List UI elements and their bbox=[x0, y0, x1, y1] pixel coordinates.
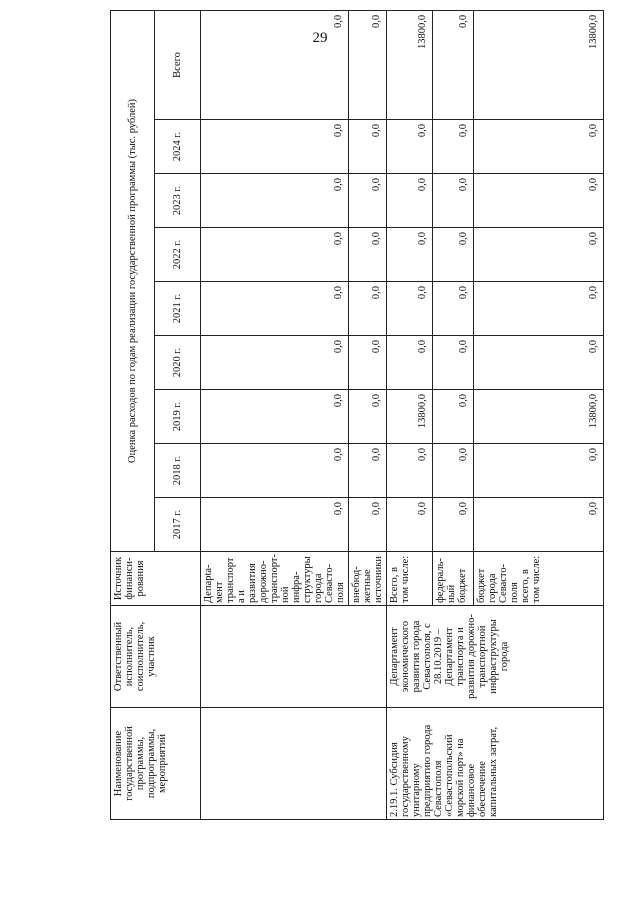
total-cell: 13800,0 bbox=[474, 10, 604, 119]
executor-cell-empty bbox=[201, 606, 387, 708]
value-cell: 0,0 bbox=[433, 228, 474, 282]
header-expenses-group: Оценка расходов по годам реализации государственной программы (тыс. рублей) bbox=[111, 10, 155, 551]
value-cell: 13800,0 bbox=[474, 390, 604, 444]
source-cell: бюджет города Севасто-поля всего, в том числе: bbox=[474, 552, 604, 606]
value-cell: 0,0 bbox=[201, 336, 349, 390]
value-cell: 0,0 bbox=[349, 444, 387, 498]
value-cell: 0,0 bbox=[474, 444, 604, 498]
value-cell: 0,0 bbox=[201, 282, 349, 336]
header-year: 2024 г. bbox=[155, 120, 201, 174]
header-name: Наименование государственной программы, подпрограммы, мероприятий bbox=[111, 708, 201, 820]
value-cell: 0,0 bbox=[474, 120, 604, 174]
value-cell: 0,0 bbox=[387, 174, 433, 228]
value-cell: 0,0 bbox=[349, 228, 387, 282]
value-cell: 0,0 bbox=[433, 390, 474, 444]
value-cell: 0,0 bbox=[349, 120, 387, 174]
value-cell: 0,0 bbox=[474, 336, 604, 390]
source-cell: внебюд-жетные источники bbox=[349, 552, 387, 606]
value-cell: 0,0 bbox=[349, 498, 387, 552]
header-row-1 bbox=[111, 10, 155, 819]
header-year: 2017 г. bbox=[155, 498, 201, 552]
value-cell: 0,0 bbox=[387, 336, 433, 390]
value-cell: 0,0 bbox=[387, 120, 433, 174]
total-cell: 0,0 bbox=[433, 10, 474, 119]
header-total: Всего bbox=[155, 10, 201, 119]
value-cell: 0,0 bbox=[474, 282, 604, 336]
value-cell: 0,0 bbox=[387, 228, 433, 282]
value-cell: 0,0 bbox=[433, 282, 474, 336]
value-cell: 0,0 bbox=[474, 174, 604, 228]
budget-table bbox=[110, 10, 604, 820]
value-cell: 0,0 bbox=[387, 444, 433, 498]
total-cell: 0,0 bbox=[201, 10, 349, 119]
value-cell: 0,0 bbox=[201, 444, 349, 498]
header-year: 2020 г. bbox=[155, 336, 201, 390]
value-cell: 0,0 bbox=[474, 498, 604, 552]
header-year: 2018 г. bbox=[155, 444, 201, 498]
total-cell: 0,0 bbox=[349, 10, 387, 119]
value-cell: 13800,0 bbox=[387, 390, 433, 444]
value-cell: 0,0 bbox=[387, 498, 433, 552]
header-year: 2023 г. bbox=[155, 174, 201, 228]
value-cell: 0,0 bbox=[433, 120, 474, 174]
value-cell: 0,0 bbox=[474, 228, 604, 282]
value-cell: 0,0 bbox=[201, 390, 349, 444]
source-cell: Всего, в том числе: bbox=[387, 552, 433, 606]
name-cell-empty bbox=[201, 708, 387, 820]
value-cell: 0,0 bbox=[349, 390, 387, 444]
total-cell: 13800,0 bbox=[387, 10, 433, 119]
value-cell: 0,0 bbox=[201, 174, 349, 228]
value-cell: 0,0 bbox=[201, 498, 349, 552]
value-cell: 0,0 bbox=[387, 282, 433, 336]
value-cell: 0,0 bbox=[349, 282, 387, 336]
header-year: 2019 г. bbox=[155, 390, 201, 444]
page-number: 29 bbox=[312, 30, 328, 46]
value-cell: 0,0 bbox=[349, 336, 387, 390]
value-cell: 0,0 bbox=[433, 336, 474, 390]
value-cell: 0,0 bbox=[433, 444, 474, 498]
value-cell: 0,0 bbox=[349, 174, 387, 228]
value-cell: 0,0 bbox=[433, 174, 474, 228]
source-cell: федераль-ный бюджет bbox=[433, 552, 474, 606]
table-row bbox=[387, 10, 433, 819]
header-year: 2021 г. bbox=[155, 282, 201, 336]
header-executor: Ответственный исполнитель, соисполнитель, участник bbox=[111, 606, 201, 708]
source-cell: Депарtа-мент транспорта и развития дорожно-транспорт-ной инфра-структуры города Севасто-поля bbox=[201, 552, 349, 606]
value-cell: 0,0 bbox=[201, 228, 349, 282]
value-cell: 0,0 bbox=[433, 498, 474, 552]
value-cell: 0,0 bbox=[201, 120, 349, 174]
executor-cell: Департамент экономического развития города Севастополя, с 28.10.2019 – Департамент транспорта и развития дорожно-транспортной инфраструктуры города bbox=[387, 606, 604, 708]
header-year: 2022 г. bbox=[155, 228, 201, 282]
header-source: Источник финанси-рования bbox=[111, 552, 201, 606]
measure-name-cell: 2.19.1. Субсидия государственному унитарному предприятию города Севастополя «Севастопольский морской порт» на финансовое обеспечение капитальных затрат, bbox=[387, 708, 604, 820]
table-row bbox=[201, 10, 349, 819]
